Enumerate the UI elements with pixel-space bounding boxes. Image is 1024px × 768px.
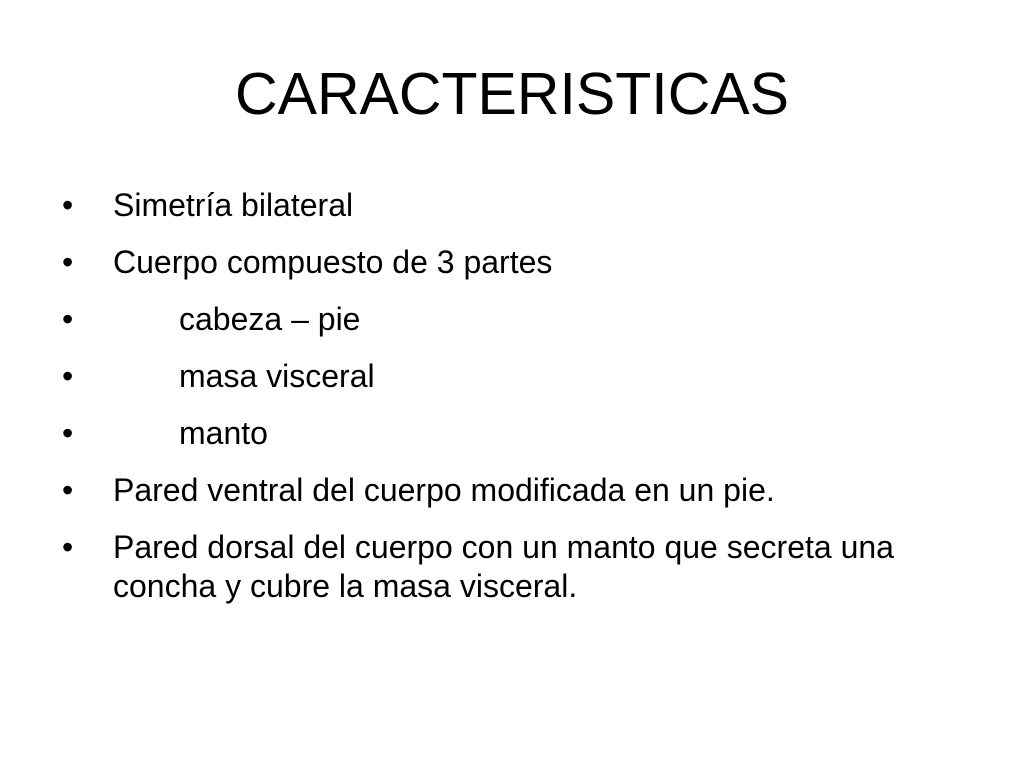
list-item-text: Simetría bilateral xyxy=(113,187,354,223)
list-item xyxy=(62,357,982,396)
bullet-icon: • xyxy=(62,415,74,451)
list-item xyxy=(62,243,982,282)
list-item-text: Pared ventral del cuerpo modificada en un pie. xyxy=(113,472,775,508)
bullet-icon: • xyxy=(62,472,74,508)
list-item-text: masa visceral xyxy=(179,358,375,394)
bullet-icon: • xyxy=(62,301,74,337)
list-item-text: Pared dorsal del cuerpo con un manto que secreta una concha y cubre la masa visceral. xyxy=(113,529,894,604)
list-item-text: cabeza – pie xyxy=(179,301,361,337)
bullet-list xyxy=(62,186,982,606)
list-item-text: Cuerpo compuesto de 3 partes xyxy=(113,244,553,280)
list-item-text: manto xyxy=(179,415,268,451)
bullet-icon: • xyxy=(62,187,74,223)
list-item xyxy=(62,300,982,339)
bullet-icon: • xyxy=(62,529,74,565)
list-item xyxy=(62,186,982,225)
bullet-icon: • xyxy=(62,244,74,280)
list-item xyxy=(62,528,982,606)
slide-title: CARACTERISTICAS xyxy=(234,61,790,127)
bullet-icon: • xyxy=(62,358,74,394)
list-item xyxy=(62,414,982,453)
list-item xyxy=(62,471,982,510)
